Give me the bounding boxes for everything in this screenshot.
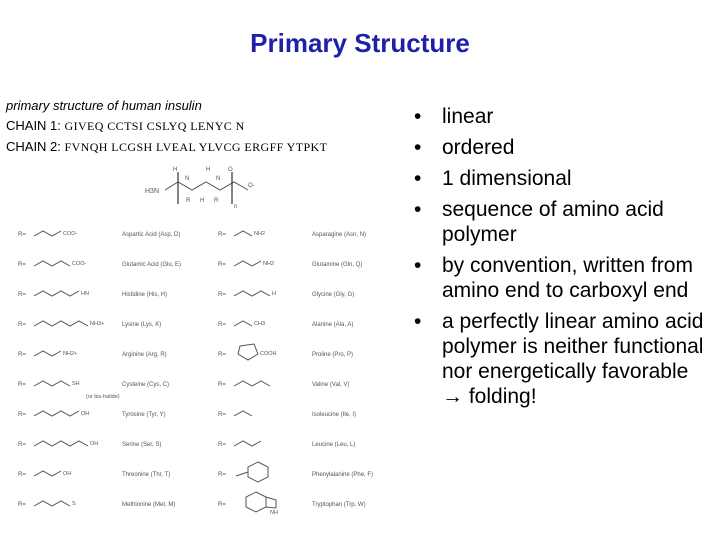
bullet-item	[408, 166, 714, 191]
side-chain-group: NH3+	[90, 321, 105, 327]
side-chain-line	[236, 472, 248, 476]
amino-acid-name: Glutamine (Gln, Q)	[312, 262, 363, 268]
amino-acid-name: Alanine (Ala, A)	[312, 322, 354, 328]
amino-acid-name: Asparagine (Asn, N)	[312, 232, 367, 238]
cysteine-note: (or bis-halide)	[86, 394, 120, 400]
side-chain-group: COOH	[260, 351, 277, 357]
side-chain-line	[234, 321, 252, 326]
amino-acid-name: Cysteine (Cys, C)	[122, 382, 170, 388]
side-chain-group: NH2	[254, 231, 266, 237]
side-chain-group: COO-	[72, 261, 87, 267]
amino-acid-name: Lysine (Lys, K)	[122, 322, 162, 328]
backbone-amine-label: H3N	[145, 188, 160, 195]
r-group-prefix: R=	[18, 442, 26, 448]
backbone-label: R	[214, 198, 219, 204]
amino-acid-name: Serine (Ser, S)	[122, 442, 162, 448]
side-chain-line	[34, 231, 61, 236]
amino-acid-structures-diagram	[0, 160, 400, 538]
chain-2-label: CHAIN 2:	[6, 139, 61, 154]
r-group-prefix: R=	[218, 472, 226, 478]
side-chain-line	[234, 291, 270, 296]
side-chain-line	[234, 231, 252, 236]
indole-ring-icon	[246, 492, 266, 512]
side-chain-line	[234, 411, 252, 416]
chain-1-sequence: GIVEQ CCTSI CSLYQ LENYC N	[64, 119, 245, 133]
amino-acid-name: Valine (Val, V)	[312, 382, 350, 388]
backbone-label: H	[206, 167, 211, 173]
bullet-item	[408, 135, 714, 160]
side-chain-line	[34, 381, 70, 386]
r-group-prefix: R=	[18, 472, 26, 478]
amino-acid-name: Isoleucine (Ile, I)	[312, 412, 357, 418]
backbone-label: H	[200, 198, 205, 204]
r-group-prefix: R=	[218, 352, 226, 358]
side-chain-line	[34, 471, 61, 476]
amino-acid-name: Histidine (His, H)	[122, 292, 168, 298]
r-group-prefix: R=	[18, 382, 26, 388]
side-chain-line	[234, 261, 261, 266]
amino-acid-name: Methionine (Met, M)	[122, 502, 176, 508]
side-chain-group: NH2	[263, 261, 275, 267]
side-chain-line	[34, 351, 61, 356]
amino-acid-name: Tyrosine (Tyr, Y)	[122, 412, 166, 418]
bullet-item	[408, 197, 714, 247]
bullet-text: ordered	[442, 136, 515, 159]
amino-acid-name: Phenylalanine (Phe, F)	[312, 472, 374, 478]
amino-acid-name: Glutamic Acid (Glu, E)	[122, 262, 182, 268]
side-chain-line	[34, 501, 70, 506]
phenyl-ring-icon	[248, 462, 268, 482]
r-group-prefix: R=	[18, 352, 26, 358]
bullet-item	[408, 253, 714, 303]
r-group-prefix: R=	[18, 412, 26, 418]
backbone-label: R	[186, 198, 191, 204]
indole-ring-icon	[266, 497, 276, 508]
bullet-dot-icon: •	[414, 105, 422, 128]
r-group-prefix: R=	[218, 292, 226, 298]
r-group-prefix: R=	[218, 412, 226, 418]
backbone-subscript: n	[234, 204, 238, 210]
r-group-prefix: R=	[218, 322, 226, 328]
r-group-prefix: R=	[18, 502, 26, 508]
r-group-prefix: R=	[218, 502, 226, 508]
side-chain-group: CH3	[254, 321, 266, 327]
amino-acid-name: Leucine (Leu, L)	[312, 442, 356, 448]
side-chain-group: COO-	[63, 231, 78, 237]
amino-acid-name: Proline (Pro, P)	[312, 352, 354, 358]
bullet-text: 1 dimensional	[442, 167, 572, 190]
slide-title: Primary Structure	[250, 28, 470, 58]
side-chain-line	[34, 411, 79, 416]
r-group-prefix: R=	[218, 232, 226, 238]
amino-acid-name: Aspartic Acid (Asp, D)	[122, 232, 181, 238]
side-chain-line	[34, 441, 88, 446]
amino-acid-name: Threonine (Thr, T)	[122, 472, 171, 478]
bullet-text: by convention, written from amino end to carboxyl end	[442, 254, 693, 302]
side-chain-line	[34, 261, 70, 266]
side-chain-group: HN	[81, 291, 89, 297]
side-chain-group: NH2+	[63, 351, 78, 357]
r-group-prefix: R=	[18, 292, 26, 298]
bullet-item	[408, 104, 714, 129]
amino-acid-name: Glycine (Gly, G)	[312, 292, 355, 298]
chain-1-line	[6, 118, 245, 134]
backbone-label: N	[216, 176, 221, 182]
r-group-prefix: R=	[18, 322, 26, 328]
insulin-intro: primary structure of human insulin	[6, 98, 202, 113]
bullet-dot-icon: •	[414, 254, 422, 277]
side-chain-line	[34, 321, 88, 326]
side-chain-group: H	[272, 291, 276, 297]
backbone-label: O-	[248, 183, 255, 189]
side-chain-group: OH	[90, 441, 99, 447]
arrow-right-icon: →	[442, 385, 463, 408]
bullet-dot-icon: •	[414, 198, 422, 221]
side-chain-group: OH	[81, 411, 90, 417]
bullet-text: sequence of amino acid polymer	[442, 198, 664, 246]
bullet-dot-icon: •	[414, 136, 422, 159]
bullet-text: a perfectly linear amino acid polymer is neither functional nor energetically favorable	[442, 310, 704, 383]
bullet-list	[408, 104, 714, 415]
r-group-prefix: R=	[218, 442, 226, 448]
side-chain-group: OH	[63, 471, 72, 477]
side-chain-line	[234, 441, 261, 446]
bullet-dot-icon: •	[414, 310, 422, 333]
chain-2-line	[6, 139, 327, 155]
bullet-item	[408, 309, 714, 409]
side-chain-group: S	[72, 501, 76, 507]
backbone-label: H	[173, 167, 178, 173]
r-group-prefix: R=	[218, 262, 226, 268]
proline-ring-icon	[238, 344, 258, 360]
chain-1-label: CHAIN 1:	[6, 118, 61, 133]
backbone-label: O	[228, 167, 233, 173]
amino-acid-name: Tryptophan (Trp, W)	[312, 502, 366, 508]
bullet-text: linear	[442, 105, 494, 128]
bullet-dot-icon: •	[414, 167, 422, 190]
chain-2-sequence: FVNQH LCGSH LVEAL YLVCG ERGFF YTPKT	[64, 140, 328, 154]
side-chain-group: NH	[270, 510, 278, 516]
r-group-prefix: R=	[18, 232, 26, 238]
side-chain-line	[34, 291, 79, 296]
side-chain-line	[234, 381, 270, 386]
r-group-prefix: R=	[218, 382, 226, 388]
side-chain-group: SH	[72, 381, 80, 387]
backbone-label: N	[185, 176, 190, 182]
amino-acid-name: Arginine (Arg, R)	[122, 352, 167, 358]
r-group-prefix: R=	[18, 262, 26, 268]
bullet-tail-text: folding!	[463, 385, 537, 408]
